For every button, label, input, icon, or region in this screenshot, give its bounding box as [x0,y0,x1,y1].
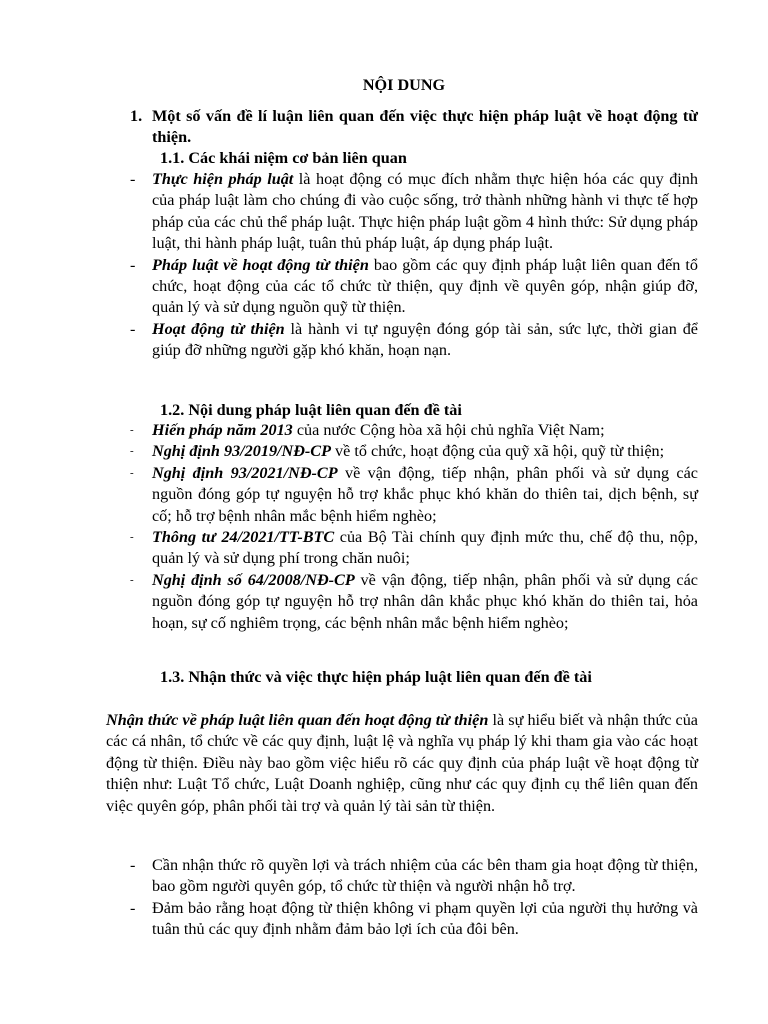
bullet-dash: - [130,531,134,544]
definition-item [106,319,698,362]
law-item [106,527,698,570]
paragraph-term: Nhận thức về pháp luật liên quan đến hoạt động từ thiện [106,711,489,729]
bullet-dash: - [130,255,136,274]
bullet-dash: - [130,170,136,188]
bullet-dash: - [130,466,134,479]
definition-term: Thực hiện pháp luật [152,170,294,188]
section-heading-text: Một số vấn đề lí luận liên quan đến việc thực hiện pháp luật về hoạt động từ thiện. [152,107,698,147]
law-name: Hiến pháp năm 2013 [152,421,293,439]
bullet-dash: - [130,856,136,874]
body-paragraph [106,710,698,817]
definition-item [106,255,698,319]
law-text: về vận động, tiếp nhận, phân phối và sử dụng các nguồn đóng góp tự nguyện hỗ trợ nhân dân khắc phục khó khăn do thiên tai, hỏa hoạn, sự cố nghiêm trọng, các bệnh nhân mắc bệnh hiểm nghèo; [152,570,698,632]
paragraph-text: là sự hiểu biết và nhận thức của các cá nhân, tổ chức về các quy định, luật lệ và nghĩa vụ pháp lý khi tham gia vào các hoạt động từ thiện. Điều này bao gồm việc hiểu rõ các quy định của pháp luật về hoạt động từ thiện như: Luật Tổ chức, Luật Doanh nghiệp, cũng như các quy định cụ thể liên quan đến việc quyên góp, phân phối tài trợ và quản lý tài sản từ thiện. [106,711,698,815]
bullet-list [106,855,698,941]
law-item [106,420,698,441]
subsection-heading-1-2: 1.2. Nội dung pháp luật liên quan đến đề tài [160,401,462,419]
definition-item [106,169,698,255]
bullet-dash: - [130,898,136,917]
page-title: NỘI DUNG [362,76,446,94]
law-text: về tổ chức, hoạt động của quỹ xã hội, quỹ từ thiện; [331,442,665,461]
law-name: Nghị định 93/2021/NĐ-CP [152,463,338,482]
subsection-heading-1-3: 1.3. Nhận thức và việc thực hiện pháp luật liên quan đến đề tài [160,668,592,686]
definitions-list [106,169,698,362]
definition-term: Pháp luật về hoạt động từ thiện [152,255,369,274]
list-item-text: Cần nhận thức rõ quyền lợi và trách nhiệm của các bên tham gia hoạt động từ thiện, bao gồm người quyên góp, tổ chức từ thiện và người nhận hỗ trợ. [152,856,698,896]
bullet-dash: - [130,573,134,586]
list-item [106,898,698,941]
law-text: của Bộ Tài chính quy định mức thu, chế độ thu, nộp, quản lý và sử dụng phí trong chăn nuôi; [152,528,698,568]
bullet-dash: - [130,445,134,458]
definition-text: bao gồm các quy định pháp luật liên quan đến tổ chức, hoạt động của các tổ chức từ thiện, quy định về quyên góp, nhận giúp đỡ, quản lý và sử dụng nguồn quỹ từ thiện. [152,255,698,317]
subsection-heading-1-1: 1.1. Các khái niệm cơ bản liên quan [160,149,407,167]
law-name: Nghị định 93/2019/NĐ-CP [152,442,331,461]
law-item [106,441,698,462]
law-text: về vận động, tiếp nhận, phân phối và sử dụng các nguồn đóng góp tự nguyện hỗ trợ khắc phục khó khăn do thiên tai, dịch bệnh, sự cố; hỗ trợ bệnh nhân mắc bệnh hiểm nghèo; [152,463,698,525]
bullet-dash: - [130,319,136,338]
list-item [106,855,698,898]
law-name: Thông tư 24/2021/TT-BTC [152,528,335,547]
definition-text: là hoạt động có mục đích nhằm thực hiện hóa các quy định của pháp luật làm cho chúng đi vào cuộc sống, trở thành những hành vi thực tế hợp pháp của các chủ thể pháp luật. Thực hiện pháp luật gồm 4 hình thức: Sử dụng pháp luật, thi hành pháp luật, tuân thủ pháp luật, áp dụng pháp luật. [152,170,698,253]
section-heading [106,106,698,149]
section-number: 1. [130,107,143,125]
bullet-dash: - [130,424,134,436]
definition-text: là hành vi tự nguyện đóng góp tài sản, sức lực, thời gian để giúp đỡ những người gặp khó khăn, hoạn nạn. [152,319,698,360]
definition-term: Hoạt động từ thiện [152,319,285,338]
law-name: Nghị định số 64/2008/NĐ-CP [152,570,355,589]
list-item-text: Đảm bảo rằng hoạt động từ thiện không vi phạm quyền lợi của người thụ hưởng và tuân thủ các quy định nhằm đảm bảo lợi ích của đôi bên. [152,898,698,939]
law-text: của nước Cộng hòa xã hội chủ nghĩa Việt Nam; [292,421,605,439]
law-item [106,570,698,634]
law-item [106,463,698,527]
laws-list [106,420,698,634]
